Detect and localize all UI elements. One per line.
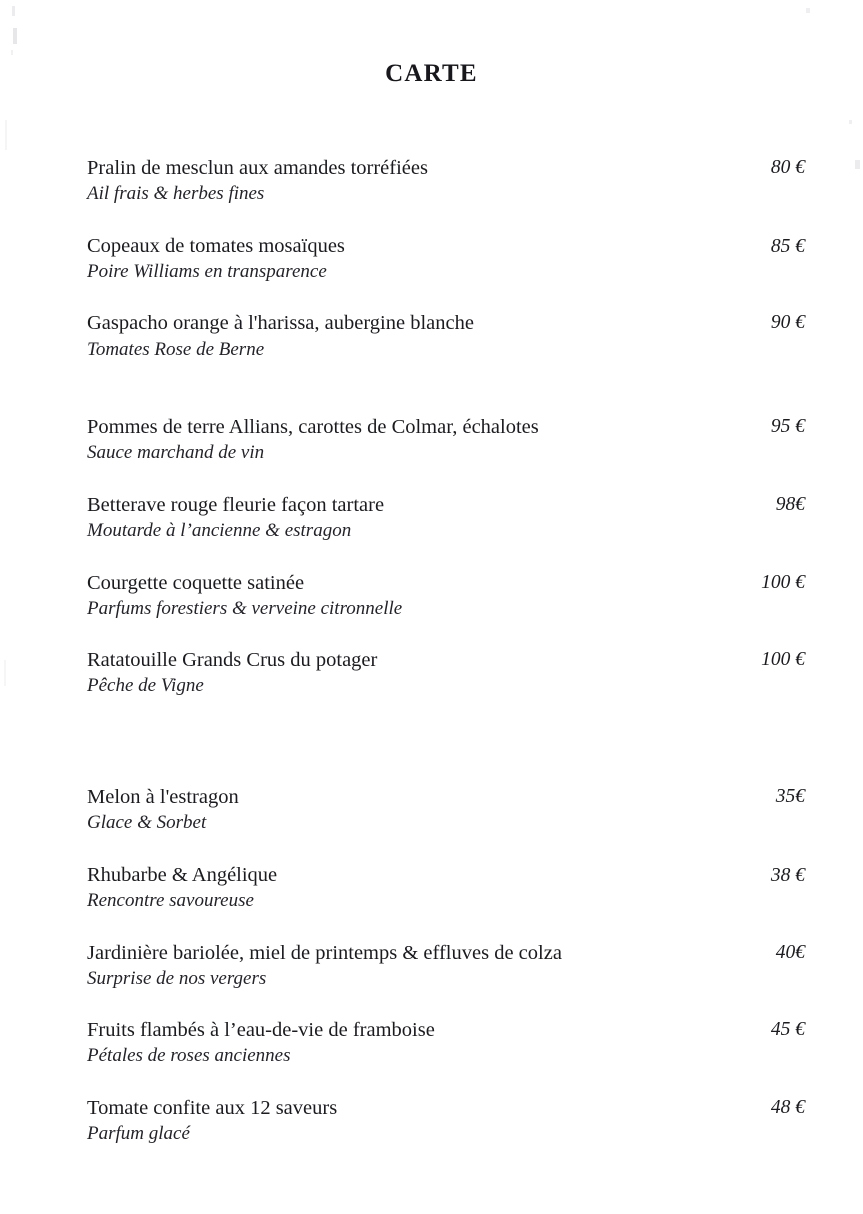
menu-item bbox=[87, 1095, 805, 1147]
dish-name: Copeaux de tomates mosaïques bbox=[87, 234, 345, 257]
dish-garnish: Glace & Sorbet bbox=[87, 812, 207, 834]
dish-garnish: Rencontre savoureuse bbox=[87, 889, 254, 911]
scan-artifact bbox=[11, 50, 13, 55]
scan-artifact bbox=[855, 160, 860, 169]
menu-item bbox=[87, 784, 805, 836]
dish-garnish: Sauce marchand de vin bbox=[87, 442, 265, 464]
menu-item bbox=[87, 414, 805, 466]
dish-name: Gaspacho orange à l'harissa, aubergine blanche bbox=[87, 312, 474, 335]
dish-price: 90 € bbox=[770, 312, 805, 334]
dish-garnish: Surprise de nos vergers bbox=[87, 967, 267, 989]
dish-name: Betterave rouge fleurie façon tartare bbox=[87, 493, 385, 516]
dish-garnish: Poire Williams en transparence bbox=[87, 260, 327, 282]
scan-artifact bbox=[12, 6, 15, 16]
dish-garnish: Parfum glacé bbox=[87, 1123, 190, 1145]
scan-artifact bbox=[849, 120, 852, 124]
menu-item bbox=[87, 647, 805, 699]
dish-name: Courgette coquette satinée bbox=[87, 571, 305, 594]
dish-price: 95 € bbox=[770, 416, 805, 438]
menu-section-savoury bbox=[87, 155, 805, 699]
dish-name: Melon à l'estragon bbox=[87, 786, 239, 809]
menu-item bbox=[87, 310, 805, 362]
dish-price: 40€ bbox=[775, 941, 805, 963]
dish-price: 35€ bbox=[775, 786, 805, 808]
dish-name: Jardinière bariolée, miel de printemps & effluves de colza bbox=[87, 941, 562, 964]
menu-item bbox=[87, 155, 805, 207]
menu-item bbox=[87, 1017, 805, 1069]
scan-artifact bbox=[4, 660, 6, 686]
dish-garnish: Ail frais & herbes fines bbox=[87, 183, 265, 205]
dish-price: 48 € bbox=[770, 1097, 805, 1119]
dish-garnish: Parfums forestiers & verveine citronnelle bbox=[87, 597, 403, 619]
menu-item bbox=[87, 940, 805, 992]
menu-item bbox=[87, 492, 805, 544]
dish-price: 45 € bbox=[770, 1019, 805, 1041]
menu-list bbox=[87, 155, 805, 1173]
dish-name: Fruits flambés à l’eau-de-vie de framboise bbox=[87, 1019, 435, 1042]
menu-section-sweet bbox=[87, 784, 805, 1147]
dish-garnish: Tomates Rose de Berne bbox=[87, 338, 265, 360]
dish-name: Pralin de mesclun aux amandes torréfiées bbox=[87, 157, 428, 179]
menu-item bbox=[87, 862, 805, 914]
dish-name: Pommes de terre Allians, carottes de Colmar, échalotes bbox=[87, 416, 539, 439]
dish-garnish: Pêche de Vigne bbox=[87, 675, 204, 697]
dish-price: 98€ bbox=[775, 493, 805, 515]
dish-price: 100 € bbox=[761, 571, 805, 593]
dish-price: 80 € bbox=[770, 157, 805, 178]
dish-garnish: Moutarde à l’ancienne & estragon bbox=[87, 519, 352, 541]
dish-name: Tomate confite aux 12 saveurs bbox=[87, 1097, 338, 1120]
menu-item bbox=[87, 570, 805, 622]
dish-price: 38 € bbox=[770, 864, 805, 886]
dish-garnish: Pétales de roses anciennes bbox=[87, 1045, 291, 1067]
dish-name: Rhubarbe & Angélique bbox=[87, 863, 278, 886]
dish-price: 100 € bbox=[761, 649, 805, 671]
scan-artifact bbox=[806, 8, 810, 13]
dish-price: 85 € bbox=[770, 235, 805, 257]
page-title: CARTE bbox=[385, 60, 478, 87]
menu-item bbox=[87, 233, 805, 285]
dish-name: Ratatouille Grands Crus du potager bbox=[87, 649, 378, 672]
scan-artifact bbox=[5, 120, 7, 150]
scan-artifact bbox=[13, 28, 17, 44]
